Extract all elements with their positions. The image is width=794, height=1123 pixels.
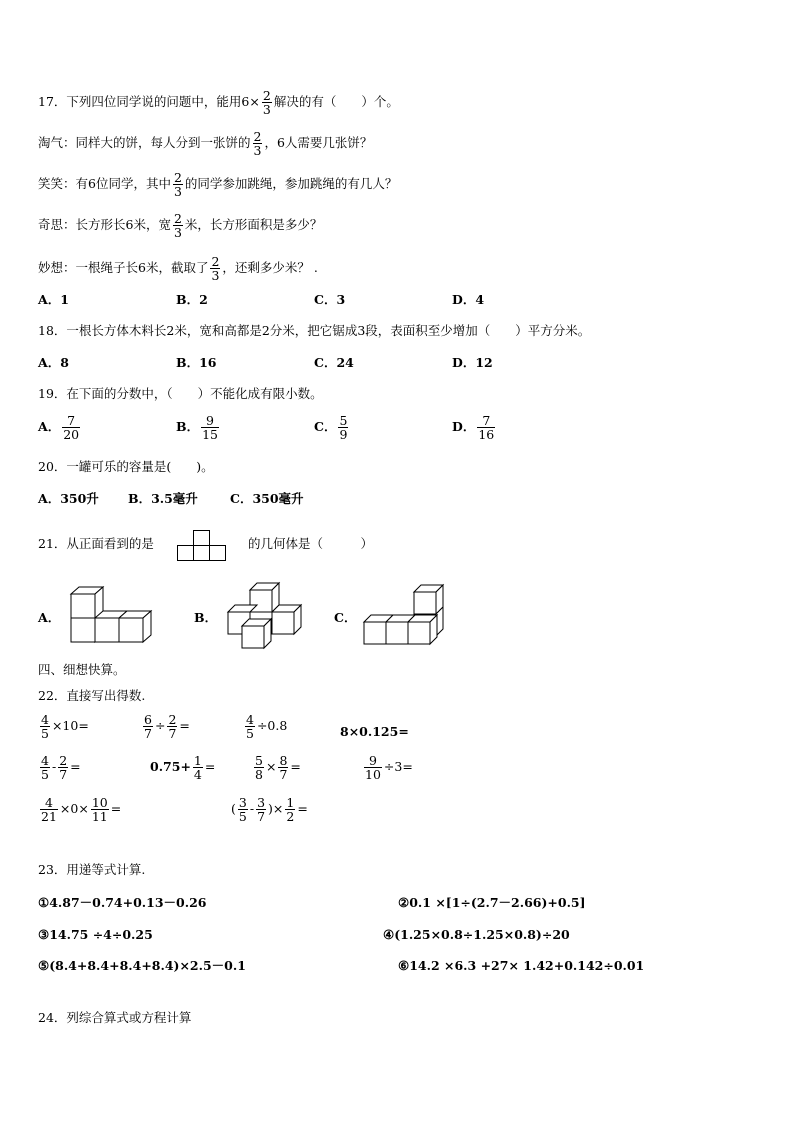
q17-option-b[interactable]: B．2 [176, 292, 208, 307]
q18-option-a[interactable]: A．8 [38, 355, 69, 370]
q21-option-b-label[interactable]: B． [194, 610, 218, 625]
q20-option-a[interactable]: A．350升 [38, 491, 99, 506]
q21-option-a-figure[interactable] [68, 586, 164, 650]
front-view-figure [176, 529, 228, 563]
q22-stem: 22．直接写出得数. [38, 688, 146, 703]
q20-stem: 20．一罐可乐的容量是( )。 [38, 459, 214, 474]
q22-item: 8×0.125= [340, 724, 409, 739]
q19-option-d[interactable]: D． $\frac{7}{16}$ [452, 413, 495, 442]
q17-stem: 17．下列四位同学说的问题中，能用6× $\frac{2}{3}$ 解决的有（ ）个。 [38, 88, 399, 117]
q24-stem: 24．列综合算式或方程计算 [38, 1010, 192, 1025]
q21-stem-tail: 的几何体是（ ） [248, 536, 374, 551]
q21-option-c-label[interactable]: C． [334, 610, 357, 625]
q17-statement-2: 笑笑：有6位同学，其中 $\frac{2}{3}$ 的同学参加跳绳，参加跳绳的有几人？ [38, 170, 398, 199]
q20-option-b[interactable]: B．3.5毫升 [128, 491, 198, 506]
q20-option-c[interactable]: C．350毫升 [230, 491, 304, 506]
q22-item: $\frac{4}{21}$ ×0× $\frac{10}{11}$ = [41, 795, 122, 824]
q22-item: 0.75+ $\frac{1}{4}$ = [150, 753, 216, 782]
q22-item: $\frac{5}{8}$ × $\frac{8}{7}$ = [255, 753, 301, 782]
q23-item-5: ⑤(8.4+8.4+8.4+8.4)×2.5－0.1 [38, 958, 246, 973]
q21-option-b-figure[interactable] [222, 580, 306, 650]
q21-stem-lead: 21．从正面看到的是 [38, 536, 154, 551]
q18-option-d[interactable]: D．12 [452, 355, 493, 370]
q22-item: $\frac{4}{5}$ ×10= [41, 712, 89, 741]
q19-option-b[interactable]: B． $\frac{9}{15}$ [176, 413, 218, 442]
q17-option-a[interactable]: A．1 [38, 292, 69, 307]
q22-item: $\frac{9}{10}$ ÷3= [365, 753, 413, 782]
q22-item: $\frac{4}{5}$ - $\frac{2}{7}$ = [41, 753, 81, 782]
q17-option-c[interactable]: C．3 [314, 292, 346, 307]
q22-item: $\frac{4}{5}$ ÷0.8 [246, 712, 288, 741]
q22-item: ( $\frac{3}{5}$ - $\frac{3}{7}$ )× $\frac{1}{2}$ = [231, 795, 308, 824]
q17-option-d[interactable]: D．4 [452, 292, 485, 307]
q22-item: $\frac{6}{7}$ ÷ $\frac{2}{7}$ = [144, 712, 190, 741]
q18-option-c[interactable]: C．24 [314, 355, 354, 370]
q23-item-3: ③14.75 ÷4÷0.25 [38, 927, 153, 942]
q17-statement-4: 妙想：一根绳子长6米，截取了 $\frac{2}{3}$ ，还剩多少米？ . [38, 254, 318, 283]
q23-stem: 23．用递等式计算. [38, 862, 146, 877]
section-title: 四、细想快算。 [38, 662, 126, 677]
q23-item-6: ⑥14.2 ×6.3 +27× 1.42+0.142÷0.01 [398, 958, 645, 973]
q23-item-4: ④(1.25×0.8÷1.25×0.8)÷20 [383, 927, 570, 942]
q19-option-a[interactable]: A． $\frac{7}{20}$ [38, 413, 80, 442]
q18-option-b[interactable]: B．16 [176, 355, 217, 370]
q19-option-c[interactable]: C． $\frac{5}{9}$ [314, 413, 348, 442]
q17-statement-3: 奇思：长方形长6米，宽 $\frac{2}{3}$ 米，长方形面积是多少？ [38, 211, 323, 240]
q18-stem: 18．一根长方体木料长2米，宽和高都是2分米，把它锯成3段，表面积至少增加（ ）平方分米。 [38, 323, 591, 338]
q23-item-1: ①4.87－0.74+0.13－0.26 [38, 895, 207, 910]
q23-item-2: ②0.1 ×[1÷(2.7－2.66)+0.5] [398, 895, 586, 910]
q19-stem: 19．在下面的分数中，（ ）不能化成有限小数。 [38, 386, 323, 401]
q17-statement-1: 淘气：同样大的饼，每人分到一张饼的 $\frac{2}{3}$ ，6人需要几张饼？ [38, 129, 373, 158]
q21-option-c-figure[interactable] [360, 582, 448, 648]
q21-option-a-label[interactable]: A． [38, 610, 61, 625]
fraction: $\frac{2}{3}$ [262, 88, 271, 117]
